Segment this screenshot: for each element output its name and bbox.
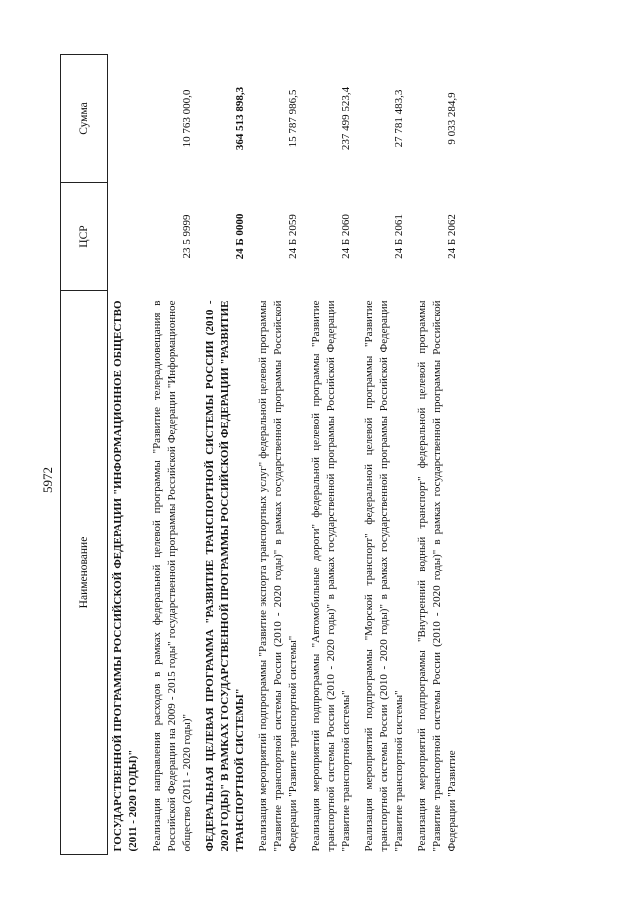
row-name: Реализация мероприятий подпрограммы "Внутренний водный транспорт" федеральной целевой программы "Развитие транспортной системы России (2010 - 2020 годы)" в рамках государственной программы Российской Федерации "Развитие [416,300,458,852]
table-row [108,55,147,855]
row-name: Реализация мероприятий подпрограммы "Автомобильные дороги" федеральной целевой программы "Развитие транспортной системы России (2010 - 2020 годы)" в рамках государственной программы Российской Федерации "Развитие транспортной системы" [310,300,352,852]
row-name: Реализация мероприятий подпрограммы "Развитие экспорта транспортных услуг" федеральной целевой программы "Развитие транспортной системы России (2010 - 2020 годы)" в рамках государственной программы Российской Федерации "Развитие транспортной системы" [257,300,299,852]
table-row [358,55,411,855]
table-row [411,55,464,855]
row-csr: 24 Б 2059 [287,214,299,259]
budget-table-rotated [60,55,585,855]
row-sum: 237 499 523,4 [340,86,352,151]
row-sum [108,55,147,183]
row-csr: 23 5 9999 [181,214,193,259]
row-csr: 24 Б 2062 [446,214,458,259]
table-row [305,55,358,855]
header-csr: ЦСР [61,183,108,291]
row-sum: 9 033 284,9 [446,92,458,145]
row-csr [108,183,147,291]
header-sum: Сумма [61,55,108,183]
row-sum: 15 787 986,5 [287,89,299,148]
row-sum: 27 781 483,3 [393,89,405,148]
header-name: Наименование [61,291,108,855]
row-csr: 24 Б 0000 [234,213,246,260]
table-row [199,55,252,855]
row-csr: 24 Б 2061 [393,214,405,259]
table-row [252,55,305,855]
table-row [146,55,199,855]
row-name: ГОСУДАРСТВЕННОЙ ПРОГРАММЫ РОССИЙСКОЙ ФЕДЕРАЦИИ "ИНФОРМАЦИОННОЕ ОБЩЕСТВО (2011 - 2020 ГОДЫ)" [112,300,139,852]
row-sum: 364 513 898,3 [234,86,246,151]
row-name: Реализация мероприятий подпрограммы "Морской транспорт" федеральной целевой программы "Развитие транспортной системы России (2010 - 2020 годы)" в рамках государственной программы Российской Федерации "Развитие транспортной системы" [363,300,405,852]
budget-table [60,54,464,855]
page-number: 5972 [40,467,55,493]
row-csr: 24 Б 2060 [340,214,352,259]
row-name: ФЕДЕРАЛЬНАЯ ЦЕЛЕВАЯ ПРОГРАММА "РАЗВИТИЕ ТРАНСПОРТНОЙ СИСТЕМЫ РОССИИ (2010 - 2020 ГОДЫ)" В РАМКАХ ГОСУДАРСТВЕННОЙ ПРОГРАММЫ РОССИЙСКОЙ ФЕДЕРАЦИИ "РАЗВИТИЕ ТРАНСПОРТНОЙ СИСТЕМЫ" [204,300,246,852]
row-name: Реализация направления расходов в рамках федеральной целевой программы "Развитие телерадиовещания в Российской Федерации на 2009 - 2015 годы" государственной программы Российской Федерации "Информационное общество (2011 - 2020 годы)" [151,300,193,852]
table-header-row [61,55,108,855]
table-body [108,55,465,855]
row-sum: 10 763 000,0 [181,89,193,148]
